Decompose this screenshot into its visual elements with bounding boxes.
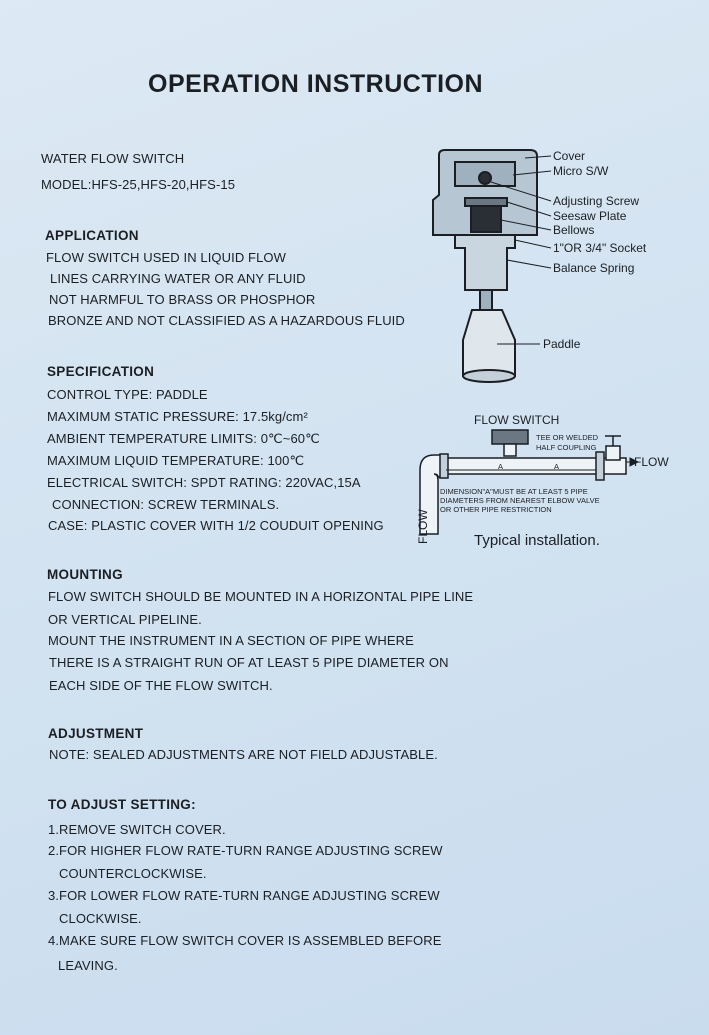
installation-diagram [410, 410, 690, 560]
installation-title: FLOW SWITCH [474, 413, 560, 427]
installation-caption: Typical installation. [474, 532, 600, 549]
adjust-step: 2.FOR HIGHER FLOW RATE-TURN RANGE ADJUSTING SCREW [48, 843, 443, 858]
mounting-line: OR VERTICAL PIPELINE. [48, 612, 202, 627]
application-line: NOT HARMFUL TO BRASS OR PHOSPHOR [49, 292, 316, 307]
flow-label-vertical: FLOW [416, 509, 430, 544]
product-model: MODEL:HFS-25,HFS-20,HFS-15 [41, 177, 236, 192]
dimension-note: OR OTHER PIPE RESTRICTION [440, 505, 552, 514]
spec-line: CASE: PLASTIC COVER WITH 1/2 COUDUIT OPENING [48, 518, 384, 533]
mounting-line: FLOW SWITCH SHOULD BE MOUNTED IN A HORIZONTAL PIPE LINE [48, 589, 474, 604]
spec-line: MAXIMUM STATIC PRESSURE: 17.5kg/cm² [47, 409, 308, 424]
mounting-line: EACH SIDE OF THE FLOW SWITCH. [49, 678, 273, 693]
label-micro-switch: Micro S/W [553, 164, 609, 178]
spec-line: AMBIENT TEMPERATURE LIMITS: 0℃~60℃ [47, 431, 320, 446]
bellows [471, 206, 501, 232]
valve [606, 446, 620, 460]
label-paddle: Paddle [543, 337, 581, 351]
seesaw-plate [465, 198, 507, 206]
flow-label-right: FLOW [634, 455, 669, 469]
mounting-heading: MOUNTING [47, 567, 123, 582]
adjust-step: 3.FOR LOWER FLOW RATE-TURN RANGE ADJUSTING SCREW [48, 888, 440, 903]
label-balance-spring: Balance Spring [553, 261, 635, 275]
tee-label: TEE OR WELDED [536, 433, 599, 442]
socket-body [455, 235, 515, 290]
spec-line: CONTROL TYPE: PADDLE [47, 387, 208, 402]
application-line: LINES CARRYING WATER OR ANY FLUID [50, 271, 306, 286]
label-bellows: Bellows [553, 223, 595, 237]
dimension-a-left: A [498, 462, 504, 471]
adjust-step: CLOCKWISE. [59, 911, 142, 926]
adjust-step: COUNTERCLOCKWISE. [59, 866, 207, 881]
adjust-setting-heading: TO ADJUST SETTING: [48, 797, 196, 812]
dimension-note: DIAMETERS FROM NEAREST ELBOW VALVE [440, 496, 600, 505]
flow-switch-body [492, 430, 528, 444]
adjusting-screw-head [479, 172, 491, 184]
product-name: WATER FLOW SWITCH [41, 151, 185, 166]
label-adjusting-screw: Adjusting Screw [553, 194, 640, 208]
specification-heading: SPECIFICATION [47, 364, 155, 379]
application-heading: APPLICATION [45, 228, 139, 243]
stem [480, 290, 492, 310]
adjust-step: LEAVING. [58, 958, 118, 973]
flow-switch-diagram [425, 140, 665, 400]
mounting-line: MOUNT THE INSTRUMENT IN A SECTION OF PIPE WHERE [48, 633, 414, 648]
label-seesaw-plate: Seesaw Plate [553, 209, 627, 223]
page-title: OPERATION INSTRUCTION [148, 70, 484, 98]
application-line: BRONZE AND NOT CLASSIFIED AS A HAZARDOUS FLUID [48, 313, 405, 328]
spec-line: CONNECTION: SCREW TERMINALS. [52, 497, 280, 512]
mounting-line: THERE IS A STRAIGHT RUN OF AT LEAST 5 PIPE DIAMETER ON [49, 655, 449, 670]
adjustment-heading: ADJUSTMENT [48, 726, 144, 741]
application-line: FLOW SWITCH USED IN LIQUID FLOW [46, 250, 286, 265]
spec-line: ELECTRICAL SWITCH: SPDT RATING: 220VAC,15A [47, 475, 361, 490]
label-socket: 1"OR 3/4" Socket [553, 241, 647, 255]
label-cover: Cover [553, 149, 586, 163]
tee-label: HALF COUPLING [536, 443, 597, 452]
adjust-step: 1.REMOVE SWITCH COVER. [48, 822, 226, 837]
adjustment-note: NOTE: SEALED ADJUSTMENTS ARE NOT FIELD ADJUSTABLE. [49, 747, 438, 762]
dimension-a-right: A [554, 462, 560, 471]
dimension-note: DIMENSION"A"MUST BE AT LEAST 5 PIPE [440, 487, 588, 496]
spec-line: MAXIMUM LIQUID TEMPERATURE: 100℃ [47, 453, 305, 468]
adjust-step: 4.MAKE SURE FLOW SWITCH COVER IS ASSEMBLED BEFORE [48, 933, 442, 948]
